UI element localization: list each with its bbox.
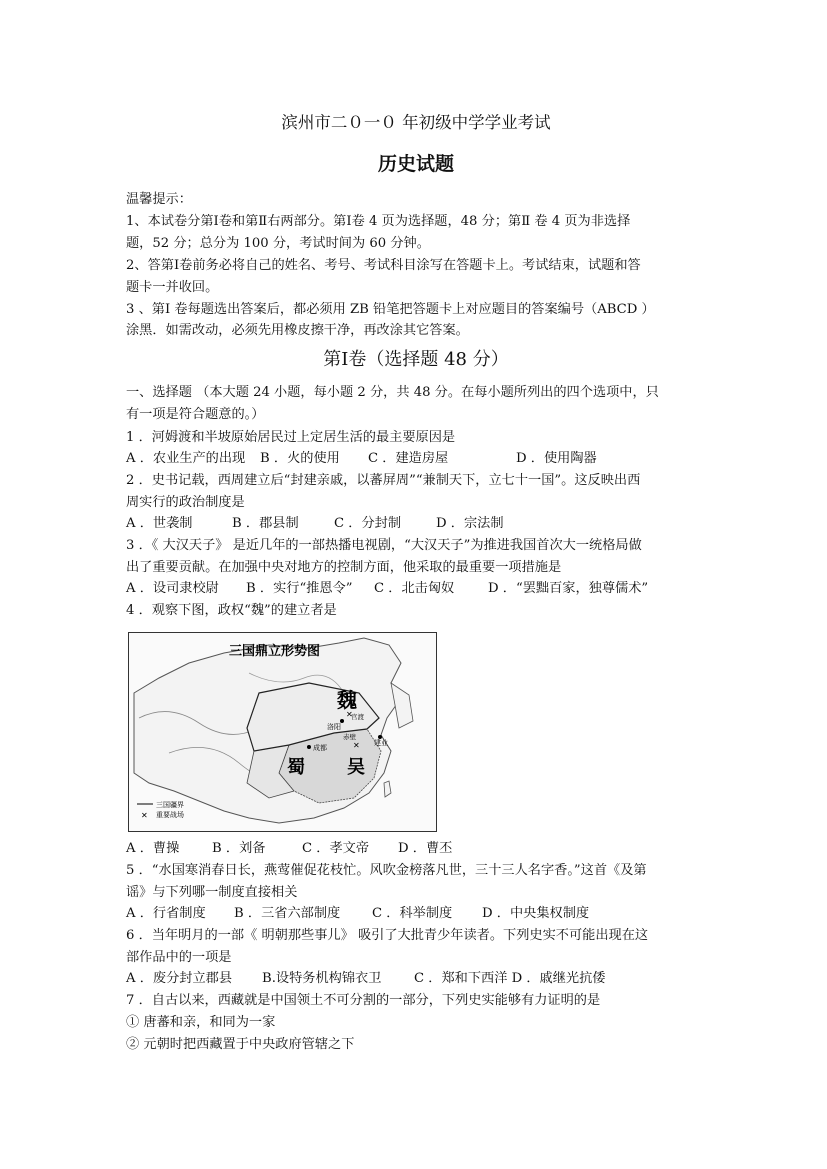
option-a: A ．世袭制 xyxy=(126,516,193,531)
question-6-stem: 部作品中的一项是 xyxy=(126,950,232,965)
option-c: C ．建造房屋 xyxy=(368,451,449,466)
subject-title: 历史试题 xyxy=(377,153,454,175)
map-battle-guandu: 官渡 xyxy=(351,713,364,721)
notice-line: 涂黑．如需改动，必须先用橡皮擦干净，再改涂其它答案。 xyxy=(126,323,469,338)
battle-mark-icon: ✕ xyxy=(346,710,353,719)
notice-line: 1、本试卷分第Ⅰ卷和第Ⅱ右两部分。第Ⅰ卷 4 页为选择题，48 分；第Ⅱ 卷 4 页为非选择 xyxy=(126,214,631,229)
legend-battle-icon: ✕ xyxy=(141,811,148,820)
legend-border: 三国疆界 xyxy=(156,801,184,809)
option-c: C ．北击匈奴 xyxy=(374,581,455,596)
option-d: D ．使用陶器 xyxy=(516,451,597,466)
option-d: D ．宗法制 xyxy=(436,516,504,531)
option-b: B ．刘备 xyxy=(212,841,266,856)
question-5-stem: 谣》与下列哪一制度直接相关 xyxy=(126,885,298,900)
city-dot-chengdu xyxy=(307,745,311,749)
option-a: A ．曹操 xyxy=(126,841,180,856)
map-label-shu: 蜀 xyxy=(287,757,305,778)
notice-line: 2、答第Ⅰ卷前务必将自己的姓名、考号、考试科目涂写在答题卡上。考试结束，试题和答 xyxy=(126,258,641,273)
option-a: A ．废分封立郡县 xyxy=(126,971,233,986)
section-intro: 一、选择题 （本大题 24 小题，每小题 2 分，共 48 分。在每小题所列出的四个选项中，只 xyxy=(126,385,659,400)
map-battle-chibi: 赤壁 xyxy=(343,733,356,741)
question-1-stem: 1 ．河姆渡和半坡原始居民过上定居生活的最主要原因是 xyxy=(126,430,456,445)
question-1-options xyxy=(126,450,706,468)
notice-line: 题，52 分；总分为 100 分，考试时间为 60 分钟。 xyxy=(126,236,430,251)
option-c: C ．孝文帝 xyxy=(302,841,370,856)
notice-line: 题卡一并收回。 xyxy=(126,280,219,295)
option-b: B ．实行“推恩令” xyxy=(246,581,353,596)
option-b: B.设特务机构锦衣卫 xyxy=(262,971,382,986)
option-d: D ．曹丕 xyxy=(398,841,453,856)
option-d: D ．“罢黜百家，独尊儒术” xyxy=(488,581,649,596)
three-kingdoms-map xyxy=(128,632,437,832)
map-title: 三国鼎立形势图 xyxy=(229,644,321,659)
question-6-options xyxy=(126,970,706,988)
battle-mark-icon: ✕ xyxy=(353,741,360,750)
map-label-wu: 吴 xyxy=(347,757,365,778)
option-a: A ．农业生产的出现 xyxy=(126,451,246,466)
exam-title: 滨州市二０一０ 年初级中学学业考试 xyxy=(281,113,551,132)
section-intro: 有一项是符合题意的。） xyxy=(126,407,265,422)
option-b: B ．三省六部制度 xyxy=(234,906,341,921)
question-3-options xyxy=(126,580,706,598)
option-cd: C ．郑和下西洋 D ．戚继光抗倭 xyxy=(414,971,606,986)
question-5-stem: 5 ．“水国寒消春日长，燕莺催促花枝忙。风吹金榜落凡世，三十三人名字香。”这首《及第 xyxy=(126,863,647,878)
section-title: 第Ⅰ卷（选择题 48 分） xyxy=(323,349,509,370)
option-a: A ．设司隶校尉 xyxy=(126,581,219,596)
map-city-chengdu: 成都 xyxy=(313,744,327,752)
question-7-item: ① 唐蕃和亲，和同为一家 xyxy=(126,1015,276,1030)
question-7-item: ② 元朝时把西藏置于中央政府管辖之下 xyxy=(126,1037,355,1052)
option-c: C ．科举制度 xyxy=(372,906,453,921)
question-4-options xyxy=(126,840,706,858)
question-6-stem: 6 ．当年明月的一部《 明朝那些事儿》 吸引了大批青少年读者。下列史实不可能出现在这 xyxy=(126,928,649,943)
option-a: A ．行省制度 xyxy=(126,906,206,921)
question-2-stem: 周实行的政治制度是 xyxy=(126,495,245,510)
option-d: D ．中央集权制度 xyxy=(482,906,590,921)
question-5-options xyxy=(126,905,706,923)
map-label-wei: 魏 xyxy=(337,688,357,712)
question-7-stem: 7 ．自古以来，西藏就是中国领土不可分割的一部分，下列史实能够有力证明的是 xyxy=(126,993,601,1008)
question-2-options xyxy=(126,515,706,533)
map-city-jianye: 建业 xyxy=(374,739,388,747)
question-3-stem: 3 ．《 大汉天子》 是近几年的一部热播电视剧，“大汉天子”为推进我国首次大一统格局做 xyxy=(126,538,642,553)
option-c: C ．分封制 xyxy=(334,516,402,531)
notice-line: 3 、第Ⅰ 卷每题选出答案后，都必须用 ZB 铅笔把答题卡上对应题目的答案编号（ABCD ） xyxy=(126,302,655,317)
map-city-luoyang: 洛阳 xyxy=(327,723,341,731)
question-3-stem: 出了重要贡献。在加强中央对地方的控制方面，他采取的最重要一项措施是 xyxy=(126,560,562,575)
question-4-stem: 4 ．观察下图，政权“魏”的建立者是 xyxy=(126,603,337,618)
option-b: B ．火的使用 xyxy=(260,451,340,466)
option-b: B ．郡县制 xyxy=(232,516,299,531)
notice-heading: 温馨提示： xyxy=(126,192,192,207)
question-2-stem: 2 ．史书记载，西周建立后“封建亲戚，以蕃屏周”“兼制天下，立七十一国”。这反映出西 xyxy=(126,473,641,488)
legend-battle: 重要战场 xyxy=(156,811,184,819)
map-graphic xyxy=(129,633,436,831)
